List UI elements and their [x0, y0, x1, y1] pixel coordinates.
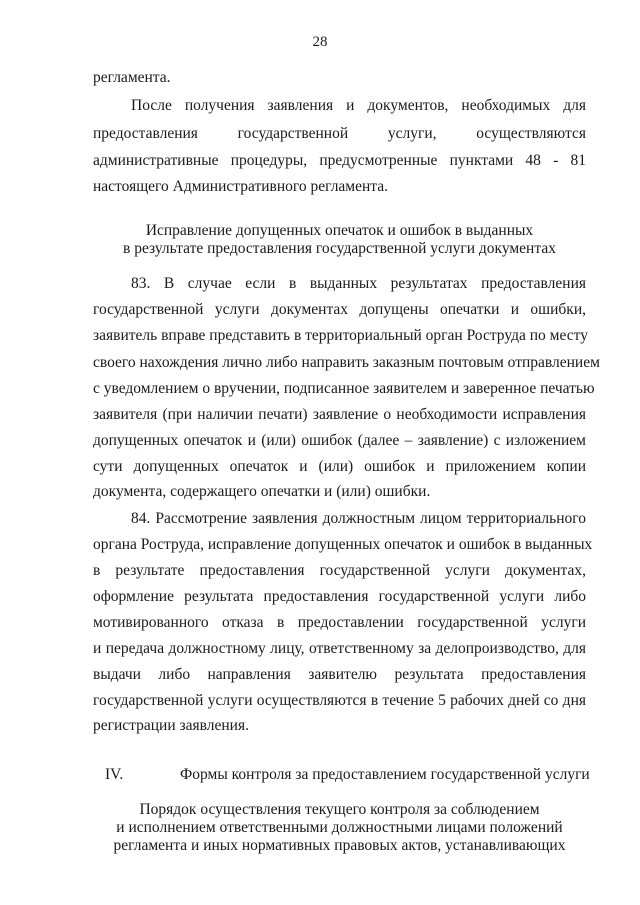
subheading-line: Исправление допущенных опечаток и ошибок в выданных [145, 222, 534, 239]
text-line: в результате предоставления государственной услуги документах, [93, 562, 586, 579]
page-number: 28 [312, 34, 328, 50]
text-line: заявителя (при наличии печати) заявление о необходимости исправления [93, 406, 586, 423]
text-line: выдачи либо направления заявителю результата предоставления [93, 666, 586, 683]
text-line: мотивированного отказа в предоставлении государственной услуги [93, 614, 586, 631]
subheading-line: в результате предоставления государственной услуги документах [123, 240, 556, 257]
text-line: государственной услуги осуществляются в течение 5 рабочих дней со дня [93, 692, 586, 709]
text-line: органа Роструда, исправление допущенных опечаток и ошибок в выданных [93, 536, 593, 553]
text-line: и передача должностному лицу, ответственному за делопроизводство, для [93, 640, 586, 657]
text-line: оформление результата предоставления государственной услуги либо [93, 588, 586, 605]
section-title: Формы контроля за предоставлением государственной услуги [180, 766, 590, 783]
text-line: предоставления государственной услуги, осуществляются [93, 125, 586, 142]
text-line: После получения заявления и документов, необходимых для [131, 97, 586, 114]
subheading-line: Порядок осуществления текущего контроля за соблюдением [139, 801, 540, 818]
text-line: регистрации заявления. [93, 717, 249, 734]
subheading-line: регламента и иных нормативных правовых актов, устанавливающих [113, 837, 566, 854]
text-line: настоящего Административного регламента. [93, 178, 389, 195]
text-line: допущенных опечаток и (или) ошибок (далее – заявление) с изложением [93, 432, 586, 449]
text-line: документа, содержащего опечатки и (или) ошибки. [93, 483, 431, 500]
subheading-line: и исполнением ответственными должностными лицами положений [116, 819, 563, 836]
text-line: административные процедуры, предусмотренные пунктами 48 - 81 [93, 152, 586, 169]
text-line: регламента. [93, 69, 171, 86]
section-number: IV. [105, 766, 124, 783]
text-line: 84. Рассмотрение заявления должностным лицом территориального [131, 510, 586, 527]
text-line: государственной услуги документах допущены опечатки и ошибки, [93, 301, 586, 318]
text-line: заявитель вправе представить в территориальный орган Роструда по месту [93, 327, 588, 344]
text-line: своего нахождения лично либо направить заказным почтовым отправлением [93, 354, 600, 371]
text-line: с уведомлением о вручении, подписанное заявителем и заверенное печатью [93, 380, 595, 397]
text-line: сути допущенных опечаток и (или) ошибок и приложением копии [93, 458, 586, 475]
text-line: 83. В случае если в выданных результатах предоставления [131, 275, 586, 292]
